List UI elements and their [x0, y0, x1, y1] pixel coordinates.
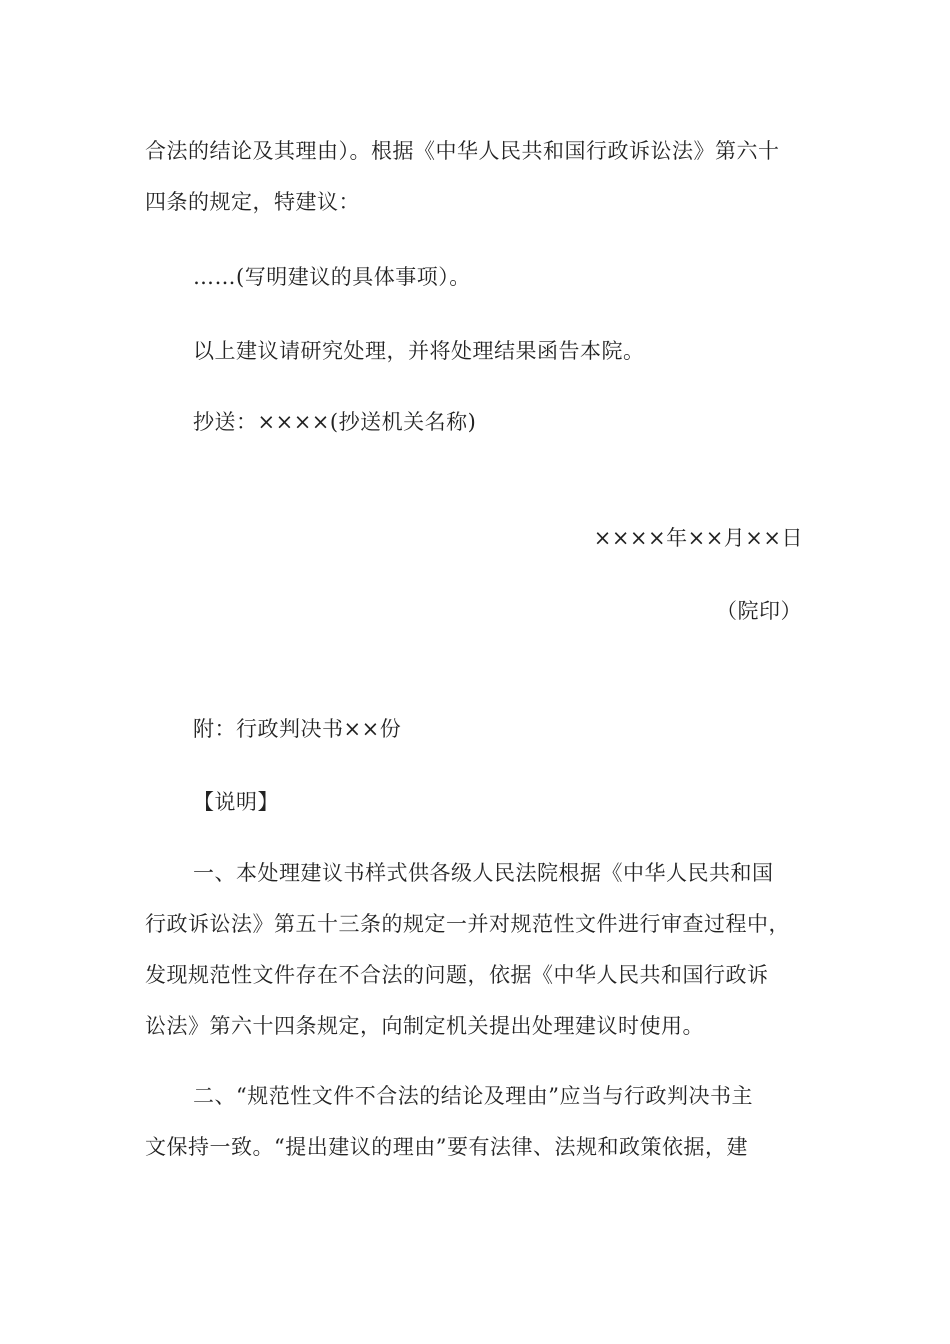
- note-2-line-2: 文保持一致。“提出建议的理由”要有法律、法规和政策依据，建: [145, 1135, 748, 1159]
- date-line: ××××年××月××日: [593, 526, 803, 550]
- note-1-line-3: 发现规范性文件存在不合法的问题，依据《中华人民共和国行政诉: [145, 963, 769, 987]
- notes-title: 【说明】: [193, 790, 279, 814]
- attachment-line: 附：行政判决书××份: [193, 717, 402, 741]
- note-1-line-2: 行政诉讼法》第五十三条的规定一并对规范性文件进行审查过程中，: [145, 912, 790, 936]
- suggestion-items-paragraph: ……(写明建议的具体事项）。: [193, 265, 471, 289]
- paragraph-line-suggestion-intro: 四条的规定，特建议：: [145, 190, 360, 214]
- note-1-line-4: 讼法》第六十四条规定，向制定机关提出处理建议时使用。: [145, 1014, 704, 1038]
- paragraph-line-legal-basis: 合法的结论及其理由）。根据《中华人民共和国行政诉讼法》第六十: [145, 139, 780, 163]
- copy-to-line: 抄送：××××(抄送机关名称): [193, 410, 477, 434]
- court-seal-line: （院印）: [716, 599, 802, 623]
- handling-request-paragraph: 以上建议请研究处理，并将处理结果函告本院。: [193, 339, 645, 363]
- note-1-line-1: 一、本处理建议书样式供各级人民法院根据《中华人民共和国: [193, 861, 774, 885]
- note-2-line-1: 二、“规范性文件不合法的结论及理由”应当与行政判决书主: [193, 1084, 753, 1108]
